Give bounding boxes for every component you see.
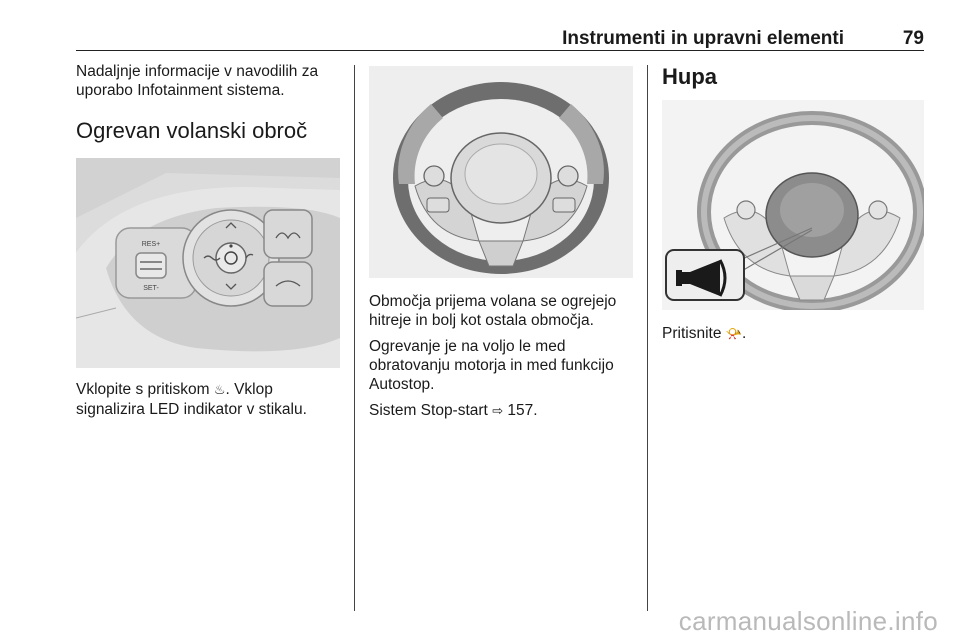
horn-heading: Hupa xyxy=(662,64,717,89)
heated-steering-wheel-figure xyxy=(76,158,340,368)
heating-availability-text: Ogrevanje je na voljo le med obratovanju motorja in med funkcijo Autostop. xyxy=(369,338,614,393)
stop-start-page: 157. xyxy=(503,402,538,419)
heated-wheel-text-prefix: Vklopite s pritiskom xyxy=(76,381,214,398)
horn-icon: 📯 xyxy=(725,327,742,342)
stop-start-text: Sistem Stop-start xyxy=(369,402,493,419)
column-1 xyxy=(76,62,344,426)
heated-steering-wheel-icon: ♨ xyxy=(213,383,226,398)
horn-text-suffix: . xyxy=(741,325,747,342)
column-divider-2 xyxy=(647,65,648,611)
header-rule xyxy=(76,50,924,51)
intro-text: Nadaljnje informacije v navodilih za uporabo Infotainment sistema. xyxy=(76,63,319,99)
heated-wheel-text-suffix: . Vklop signalizira LED indikator v stikalu. xyxy=(76,381,307,418)
page-number: 79 xyxy=(902,28,924,49)
stop-start-reference xyxy=(369,401,635,421)
page-header xyxy=(76,28,924,50)
grip-zones-text: Območja prijema volana se ogrejejo hitreje in bolj kot ostala območja. xyxy=(369,293,617,329)
horn-figure xyxy=(662,100,924,310)
header-title: Instrumenti in upravni elementi xyxy=(562,28,844,49)
column-2 xyxy=(369,62,635,428)
heated-wheel-heading: Ogrevan volanski obroč xyxy=(76,118,308,143)
horn-text xyxy=(662,324,924,344)
page-reference-arrow-icon: ⇨ xyxy=(492,404,504,419)
watermark: carmanualsonline.info xyxy=(678,606,938,636)
fig1-res-label: RES+ xyxy=(141,241,161,248)
heated-wheel-text xyxy=(76,380,341,419)
fig1-set-label: SET- xyxy=(143,285,159,292)
column-divider-1 xyxy=(354,65,355,611)
steering-wheel-grip-figure xyxy=(369,66,633,278)
horn-text-prefix: Pritisnite xyxy=(662,325,726,342)
column-3 xyxy=(662,62,924,351)
